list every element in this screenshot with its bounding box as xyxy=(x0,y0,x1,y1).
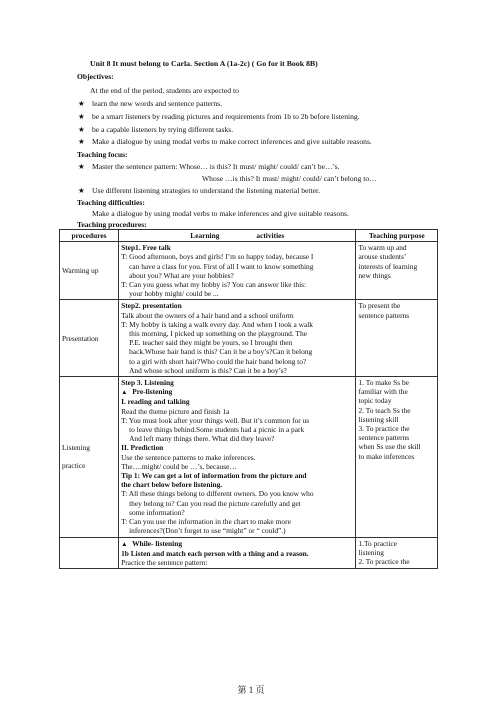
focus-item: Master the sentence pattern: Whose… is this? It must/ might/ could/ can’t be…’s. xyxy=(92,162,340,171)
purpose-line: 2. To practice the xyxy=(358,556,410,566)
column-header: procedures xyxy=(60,230,119,242)
activity-line: T: Can you use the information in the chart to make more xyxy=(121,517,291,527)
objective-item: Make a dialogue by using modal verbs to make correct inferences and give suitable reasons. xyxy=(92,137,372,146)
purpose-line: to make inferences xyxy=(358,451,415,461)
objective-item: learn the new words and sentence patterns. xyxy=(92,99,223,108)
activity-line: Step1. Free talk xyxy=(121,243,171,253)
purpose-line: new things xyxy=(358,270,391,280)
purpose-line: 3. To practice the xyxy=(358,424,410,434)
activity-line: Use the sentence patterns to make inferences. xyxy=(121,452,256,462)
procedure-cell: Warming up xyxy=(60,242,119,300)
purpose-line: 2. To teach Ss the xyxy=(358,405,411,415)
activity-line: they belong to? Can you read the picture carefully and get xyxy=(129,498,301,508)
purpose-cell xyxy=(356,537,438,569)
star-bullet-icon: ★ xyxy=(78,137,85,146)
purpose-line: familiar with the xyxy=(358,387,408,397)
focus-item-continuation: Whose …is this? It must/ might/ could/ can’t belong to… xyxy=(202,174,377,183)
purpose-line: To warm up and xyxy=(358,243,407,253)
activity-line: about you? What are your hobbies? xyxy=(129,270,234,280)
activity-line: T: You must look after your things well. But it’s common for us xyxy=(121,415,310,425)
activity-line: ▲ Pre-listening xyxy=(121,387,173,397)
triangle-bullet-icon: ▲ xyxy=(121,540,128,548)
column-header: Learning activities xyxy=(119,230,356,242)
activities-cell xyxy=(119,377,356,537)
procedures-heading: Teaching procedures: xyxy=(77,220,147,229)
activity-line: your hobby might/ could be ... xyxy=(129,289,219,299)
star-bullet-icon: ★ xyxy=(78,186,85,195)
procedures-table xyxy=(59,229,438,569)
star-bullet-icon: ★ xyxy=(78,112,85,121)
activity-line: The….might/ could be …’s, because… xyxy=(121,461,237,471)
activity-line: Step2. presentation xyxy=(121,301,182,311)
activity-line: back.Whose hair band is this? Can it be a boy’s?Can it belong xyxy=(129,347,313,357)
table-row xyxy=(60,537,438,569)
activity-line: to a girl with short hair?Who could the hair band belong to? xyxy=(129,356,307,366)
difficulties-text: Make a dialogue by using modal verbs to make inferences and give suitable reasons. xyxy=(92,209,349,218)
purpose-line: listening skill xyxy=(358,414,399,424)
activity-line: Talk about the owners of a hair band and a school uniform xyxy=(121,310,294,320)
star-bullet-icon: ★ xyxy=(78,125,85,134)
purpose-cell xyxy=(356,242,438,300)
purpose-line: To present the xyxy=(358,301,401,311)
document-title: Unit 8 It must belong to Carla. Section A (1a-2c) ( Go for it Book 8B) xyxy=(90,59,318,68)
activities-cell xyxy=(119,300,356,377)
purpose-line: sentence patterns xyxy=(358,433,410,443)
purpose-line: interests of learning xyxy=(358,261,418,271)
purpose-line: topic today xyxy=(358,396,392,406)
procedure-cell xyxy=(60,537,119,569)
purpose-line: 1. To make Ss be xyxy=(358,378,409,388)
activity-line: T: My hobby is taking a walk every day. And when I took a walk xyxy=(121,319,313,329)
activity-line: inferences?(Don’t forget to use “might” or “ could”.) xyxy=(129,526,286,536)
table-row xyxy=(60,300,438,377)
activity-line: Step 3. Listening xyxy=(121,378,174,388)
star-bullet-icon: ★ xyxy=(78,162,85,171)
activity-line: the chart below before listening. xyxy=(121,480,223,490)
activities-cell xyxy=(119,242,356,300)
procedure-cell: Presentation xyxy=(60,300,119,377)
column-header: Teaching purpose xyxy=(356,230,438,242)
activity-line: Practice the sentence pattern: xyxy=(121,557,208,567)
activity-line: Tip 1: We can get a lot of information from the picture and xyxy=(121,471,307,481)
table-row xyxy=(60,242,438,300)
purpose-cell xyxy=(356,377,438,537)
table-row xyxy=(60,377,438,537)
activity-line: And left many things there. What did they leave? xyxy=(129,434,275,444)
triangle-bullet-icon: ▲ xyxy=(121,389,128,397)
focus-heading: Teaching focus: xyxy=(77,150,128,159)
focus-item: Use different listening strategies to understand the listening material better. xyxy=(92,186,321,195)
activity-line: ▲ While- listening xyxy=(121,538,183,548)
activity-line: T: Good afternoon, boys and girls! I’m so happy today, because I xyxy=(121,252,314,262)
activity-line: some information? xyxy=(129,507,185,517)
activity-line: T: Can you guess what my hobby is? You can answer like this: xyxy=(121,280,307,290)
star-bullet-icon: ★ xyxy=(78,99,85,108)
objectives-heading: Objectives: xyxy=(77,72,114,81)
activity-line: to leave things behind.Some students had a picnic in a park xyxy=(129,425,305,435)
purpose-line: 1.To practice xyxy=(358,538,397,548)
purpose-cell xyxy=(356,300,438,377)
activity-line: T: All these things belong to different owners. Do you know who xyxy=(121,489,314,499)
activity-line: Read the theme picture and finish 1a xyxy=(121,406,230,416)
activity-line: 1b Listen and match each person with a thing and a reason. xyxy=(121,548,309,558)
page-number: 第 1 页 xyxy=(237,685,265,695)
activities-cell xyxy=(119,537,356,569)
activity-line: this morning, I picked up something on the playground. The xyxy=(129,329,307,339)
objective-item: be a smart listeners by reading pictures and requirements from 1b to 2b before listening. xyxy=(92,112,360,121)
activity-line: II. Prediction xyxy=(121,443,164,453)
purpose-line: listening xyxy=(358,547,384,557)
table-header-row xyxy=(60,230,438,242)
activity-line: And whose school uniform is this? Can it be a boy’s? xyxy=(129,365,287,375)
activity-line: P.E. teacher said they might be yours, so I brought then xyxy=(129,338,293,348)
activity-line: I. reading and talking xyxy=(121,397,190,407)
activity-line: can have a class for you. First of all I want to know something xyxy=(129,261,314,271)
purpose-line: sentence patterns xyxy=(358,310,410,320)
purpose-line: arouse students’ xyxy=(358,252,407,262)
objectives-intro: At the end of the period, students are expected to xyxy=(90,86,239,95)
objective-item: be a capable listeners by trying different tasks. xyxy=(92,125,234,134)
purpose-line: when Ss use the skill xyxy=(358,442,421,452)
procedure-cell: Listening practice xyxy=(60,377,119,537)
difficulties-heading: Teaching difficulties: xyxy=(77,198,145,207)
